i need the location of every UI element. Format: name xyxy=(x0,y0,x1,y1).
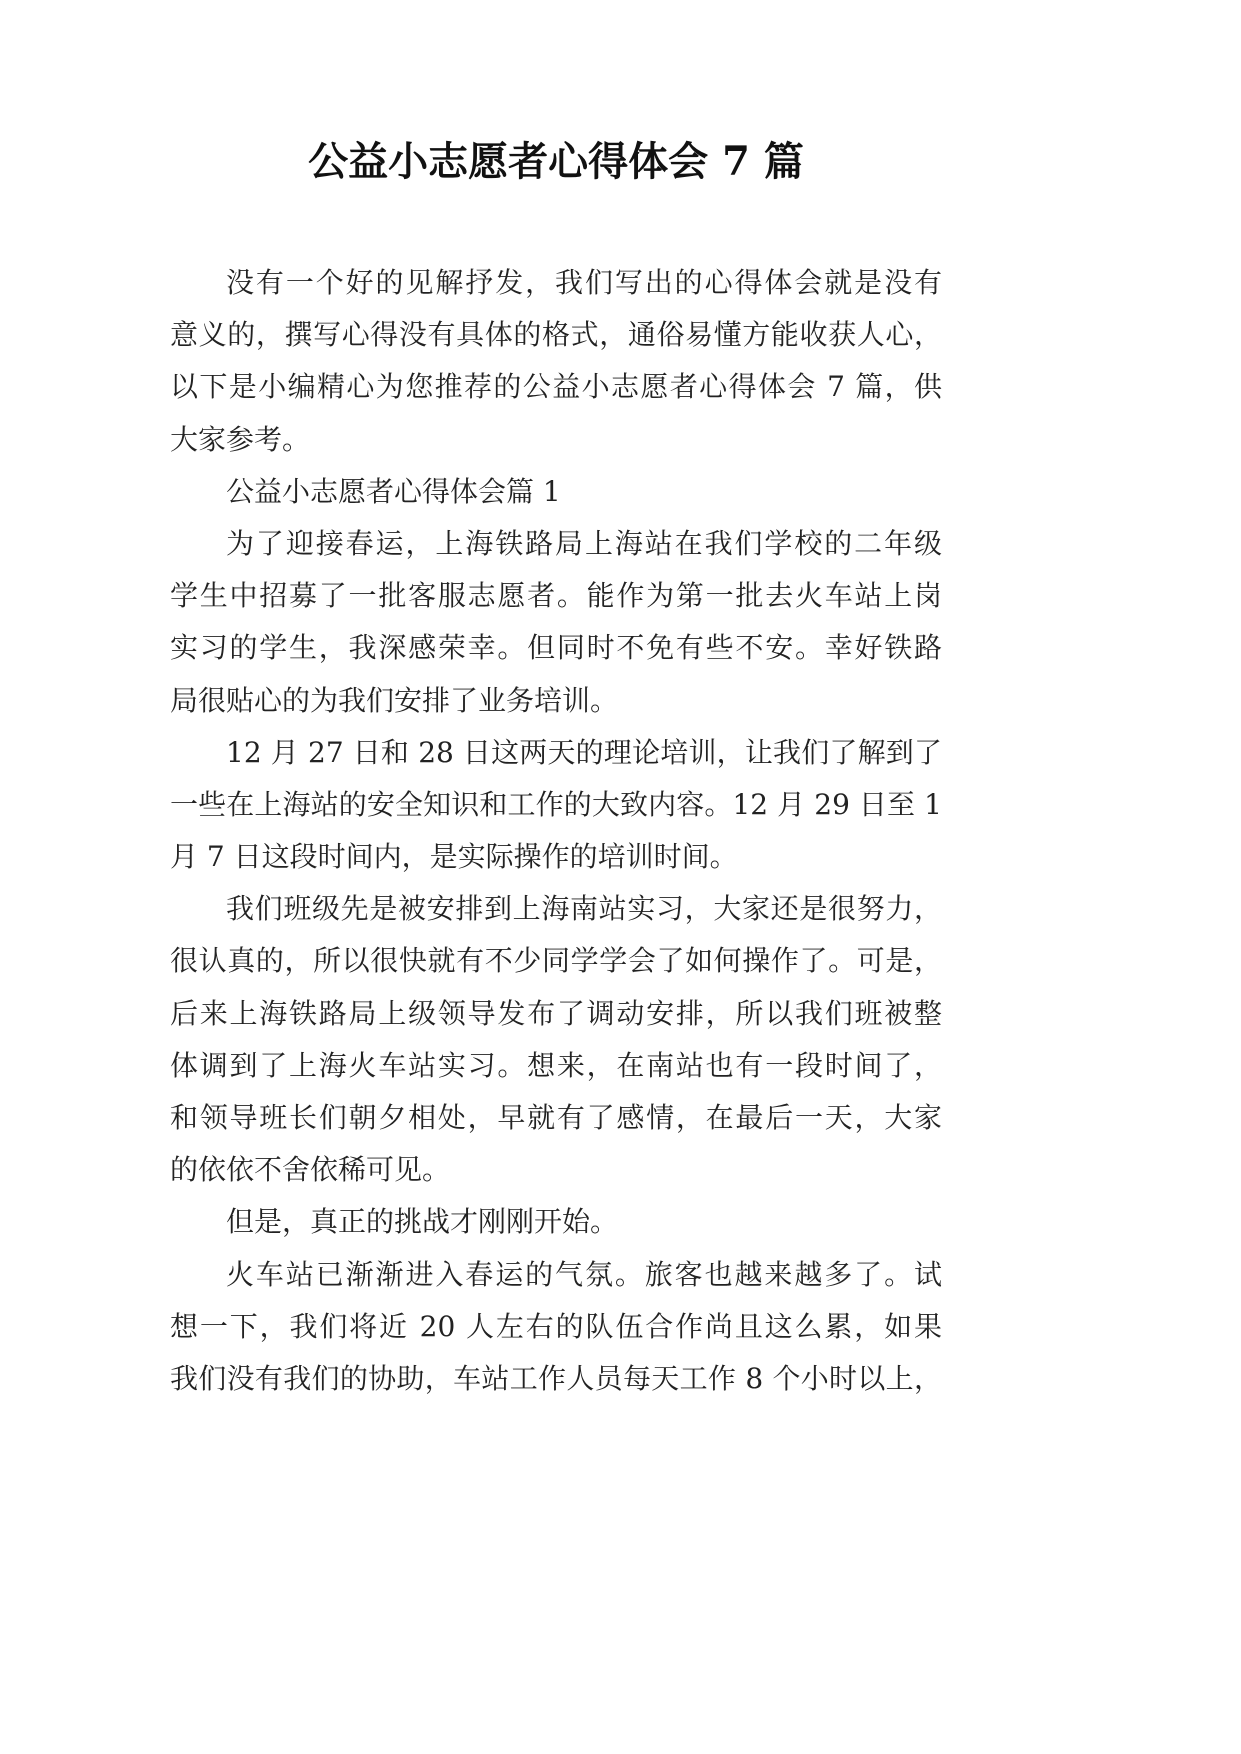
text-line: 大家参考。 xyxy=(170,422,311,456)
document-body xyxy=(170,257,942,1405)
text-line: 为了迎接春运，上海铁路局上海站在我们学校的二年级 xyxy=(226,526,942,560)
text-line: 的依依不舍依稀可见。 xyxy=(170,1153,451,1187)
document-title: 公益小志愿者心得体会 7 篇 xyxy=(308,138,804,185)
body-paragraph xyxy=(170,883,942,1196)
text-line: 一些在上海站的安全知识和工作的大致内容。12 月 29 日至 1 xyxy=(170,787,942,821)
text-line: 局很贴心的为我们安排了业务培训。 xyxy=(170,683,619,717)
body-paragraph xyxy=(170,518,942,727)
text-line: 想一下，我们将近 20 人左右的队伍合作尚且这么累，如果 xyxy=(170,1309,942,1343)
text-line: 后来上海铁路局上级领导发布了调动安排，所以我们班被整 xyxy=(170,996,942,1030)
body-paragraph xyxy=(170,1249,942,1406)
text-line: 月 7 日这段时间内，是实际操作的培训时间。 xyxy=(170,840,738,874)
text-line: 意义的，撰写心得没有具体的格式，通俗易懂方能收获人心， xyxy=(170,318,942,352)
section-heading-text: 公益小志愿者心得体会篇 1 xyxy=(226,474,561,508)
text-line: 我们班级先是被安排到上海南站实习，大家还是很努力， xyxy=(226,892,942,926)
body-paragraph xyxy=(170,727,942,884)
section-heading xyxy=(170,466,942,518)
text-line: 实习的学生，我深感荣幸。但同时不免有些不安。幸好铁路 xyxy=(170,631,942,665)
text-line: 火车站已渐渐进入春运的气氛。旅客也越来越多了。试 xyxy=(226,1257,942,1291)
text-line: 以下是小编精心为您推荐的公益小志愿者心得体会 7 篇，供 xyxy=(170,370,942,404)
text-line: 但是，真正的挑战才刚刚开始。 xyxy=(226,1205,619,1239)
text-line: 没有一个好的见解抒发，我们写出的心得体会就是没有 xyxy=(226,266,942,299)
text-line: 学生中招募了一批客服志愿者。能作为第一批去火车站上岗 xyxy=(170,579,942,613)
text-line: 我们没有我们的协助，车站工作人员每天工作 8 个小时以上， xyxy=(170,1361,942,1395)
intro-paragraph xyxy=(170,257,942,466)
text-line: 12 月 27 日和 28 日这两天的理论培训，让我们了解到了 xyxy=(226,735,942,769)
text-line: 很认真的，所以很快就有不少同学学会了如何操作了。可是， xyxy=(170,944,942,978)
text-line: 和领导班长们朝夕相处，早就有了感情，在最后一天，大家 xyxy=(170,1101,942,1134)
text-line: 体调到了上海火车站实习。想来，在南站也有一段时间了， xyxy=(170,1048,942,1082)
body-paragraph xyxy=(170,1196,942,1248)
